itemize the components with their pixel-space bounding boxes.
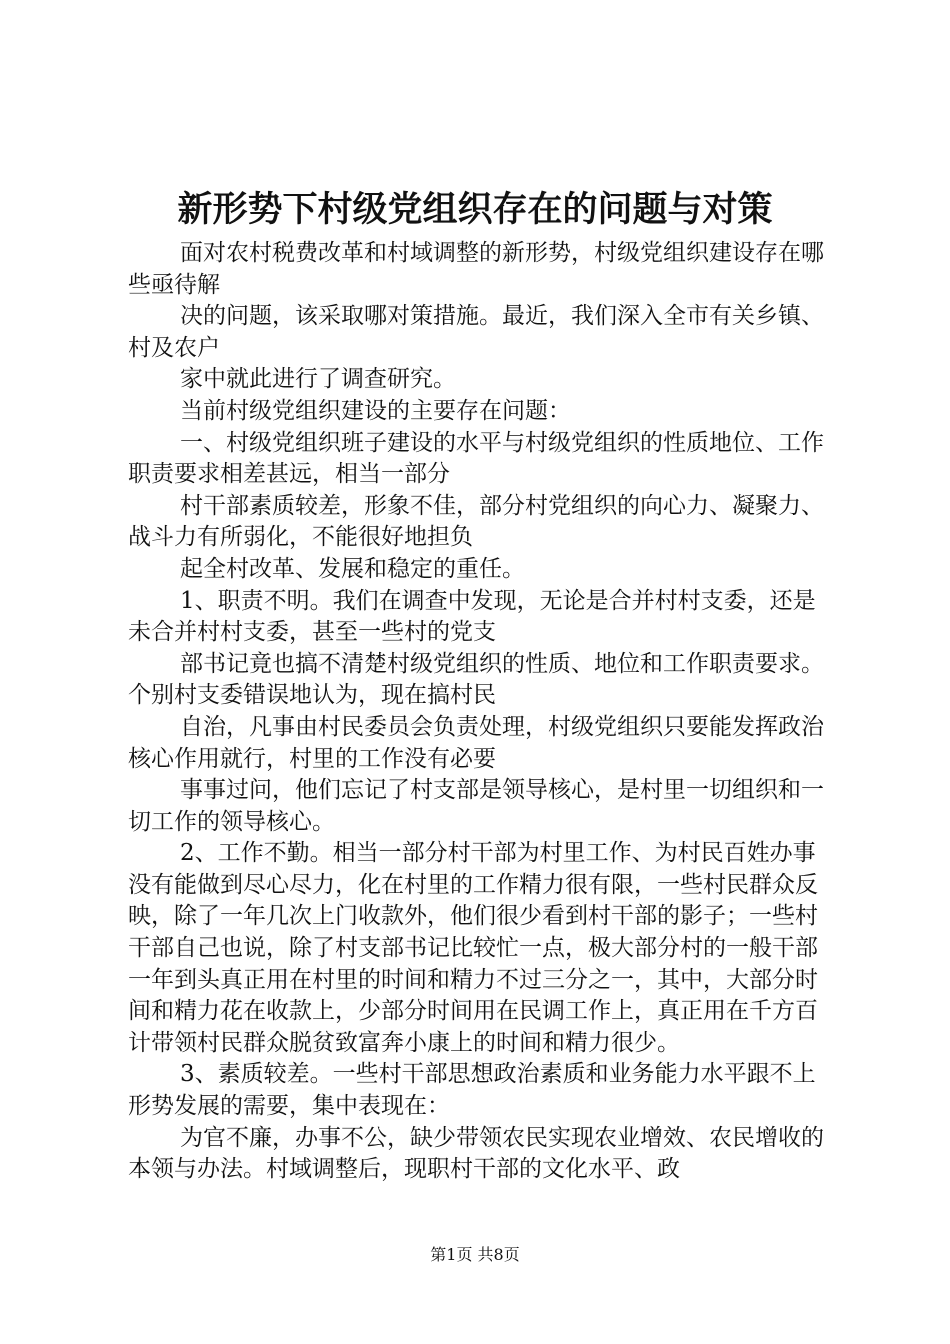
paragraph: 起全村改革、发展和稳定的重任。 — [180, 555, 525, 582]
page-footer — [0, 1244, 950, 1266]
paragraph: 当前村级党组织建设的主要存在问题： — [180, 397, 571, 424]
paragraph: 面对农村税费改革和村域调整的新形势，村级党组织建设存在哪些亟待解 — [128, 240, 824, 298]
paragraph: 家中就此进行了调查研究。 — [180, 366, 456, 393]
paragraph: 部书记竟也搞不清楚村级党组织的性质、地位和工作职责要求。个别村支委错误地认为，现在搞村民 — [128, 650, 824, 709]
paragraph: 1、职责不明。我们在调查中发现，无论是合并村村支委，还是未合并村村支委，甚至一些村的党支 — [128, 587, 816, 646]
paragraph: 决的问题，该采取哪对策措施。最近，我们深入全市有关乡镇、村及农户 — [128, 303, 824, 361]
paragraph: 3、素质较差。一些村干部思想政治素质和业务能力水平跟不上形势发展的需要，集中表现在： — [128, 1061, 816, 1120]
paragraph: 一、村级党组织班子建设的水平与村级党组织的性质地位、工作职责要求相差甚远，相当一部分 — [128, 429, 824, 488]
paragraph: 事事过问，他们忘记了村支部是领导核心，是村里一切组织和一切工作的领导核心。 — [128, 777, 824, 835]
paragraph: 为官不廉，办事不公，缺少带领农民实现农业增效、农民增收的本领与办法。村域调整后，现职村干部的文化水平、政 — [128, 1124, 824, 1183]
paragraph: 村干部素质较差，形象不佳，部分村党组织的向心力、凝聚力、战斗力有所弱化，不能很好地担负 — [128, 492, 824, 551]
document-title: 新形势下村级党组织存在的问题与对策 — [177, 189, 773, 230]
paragraph: 自治，凡事由村民委员会负责处理，村级党组织只要能发挥政治核心作用就行，村里的工作没有必要 — [128, 713, 824, 772]
document-body — [128, 238, 828, 1186]
paragraph: 2、工作不勤。相当一部分村干部为村里工作、为村民百姓办事没有能做到尽心尽力，化在村里的工作精力很有限，一些村民群众反映，除了一年几次上门收款外，他们很少看到村干部的影子；一些村干部自己也说，除了村支部书记比较忙一点，极大部分村的一般干部一年到头真正用在村里的时间和精力不过三分之一，其中，大部分时间和精力花在收款上，少部分时间用在民调工作上，真正用在千方百计带领村民群众脱贫致富奔小康上的时间和精力很少。 — [128, 840, 818, 1056]
page-indicator: 第1页 共8页 — [430, 1245, 520, 1264]
